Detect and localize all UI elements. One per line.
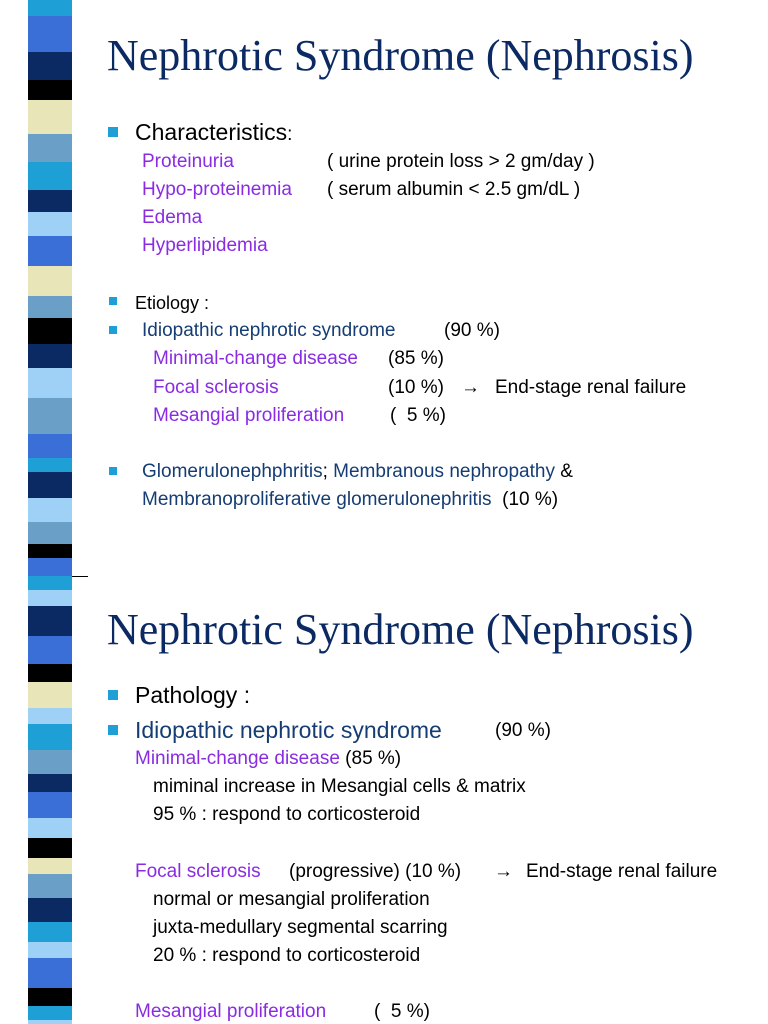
- pathology-heading: Pathology :: [135, 682, 251, 708]
- focal-detail-3: 20 % : respond to corticosteroid: [153, 945, 421, 966]
- minimal-change-line: [135, 748, 401, 770]
- characteristics-label: Characteristics: [135, 119, 288, 145]
- stripe-band: [28, 544, 72, 558]
- stripe-band: [28, 296, 72, 318]
- bullet-icon: [108, 690, 118, 700]
- minimal-change-label: Minimal-change disease: [135, 748, 340, 769]
- stripe-band: [28, 472, 72, 498]
- bullet-icon: [108, 725, 118, 735]
- slide-divider: [72, 576, 88, 577]
- stripe-band: [28, 0, 72, 16]
- stripe-band: [28, 190, 72, 212]
- decorative-stripe: [28, 576, 72, 1024]
- stripe-band: [28, 576, 72, 590]
- stripe-band: [28, 100, 72, 134]
- slide-2: [0, 576, 768, 1024]
- mesangial-pct: ( 5 %): [390, 405, 446, 426]
- stripe-band: [28, 1006, 72, 1020]
- stripe-band: [28, 818, 72, 838]
- slide-title: Nephrotic Syndrome (Nephrosis): [107, 31, 694, 80]
- bullet-icon: [109, 297, 117, 305]
- stripe-band: [28, 434, 72, 458]
- focal-sclerosis-pct: (10 %): [388, 377, 444, 398]
- stripe-band: [28, 162, 72, 190]
- hypo-proteinemia-note: ( serum albumin < 2.5 gm/dL ): [327, 179, 581, 200]
- minimal-change-pct: (85 %): [345, 748, 402, 769]
- characteristics-heading: [135, 119, 292, 148]
- stripe-band: [28, 318, 72, 344]
- bullet-icon: [108, 127, 118, 137]
- idiopathic-pct: (90 %): [495, 720, 551, 741]
- semicolon: ;: [322, 461, 328, 482]
- end-stage-label: End-stage renal failure: [495, 377, 687, 398]
- ampersand: &: [560, 461, 573, 482]
- stripe-band: [28, 858, 72, 874]
- proteinuria-note: ( urine protein loss > 2 gm/day ): [327, 151, 595, 172]
- stripe-band: [28, 774, 72, 792]
- minimal-change-label: Minimal-change disease: [153, 348, 358, 369]
- stripe-band: [28, 522, 72, 544]
- stripe-band: [28, 1020, 72, 1024]
- stripe-band: [28, 792, 72, 818]
- mcd-detail-2: 95 % : respond to corticosteroid: [153, 804, 421, 825]
- stripe-band: [28, 498, 72, 522]
- stripe-band: [28, 664, 72, 682]
- decorative-stripe: [28, 0, 72, 576]
- stripe-band: [28, 898, 72, 922]
- stripe-band: [28, 16, 72, 52]
- mesangial-label: Mesangial proliferation: [153, 405, 345, 426]
- idiopathic-pct: (90 %): [444, 320, 500, 341]
- mpgn-pct: (10 %): [502, 489, 559, 510]
- end-stage-label: End-stage renal failure: [526, 861, 718, 882]
- proteinuria-label: Proteinuria: [142, 151, 234, 172]
- slide-title: Nephrotic Syndrome (Nephrosis): [107, 605, 694, 654]
- mesangial-label: Mesangial proliferation: [135, 1001, 327, 1022]
- focal-sclerosis-note: (progressive) (10 %): [289, 861, 462, 882]
- mcd-detail-1: miminal increase in Mesangial cells & matrix: [153, 776, 526, 797]
- hypo-proteinemia-label: Hypo-proteinemia: [142, 179, 292, 200]
- stripe-band: [28, 708, 72, 724]
- stripe-band: [28, 212, 72, 236]
- focal-sclerosis-label: Focal sclerosis: [153, 377, 279, 398]
- stripe-band: [28, 942, 72, 958]
- minimal-change-pct: (85 %): [388, 348, 444, 369]
- stripe-band: [28, 134, 72, 162]
- arrow-icon: →: [494, 861, 513, 882]
- focal-detail-2: juxta-medullary segmental scarring: [153, 917, 448, 938]
- bullet-icon: [109, 326, 117, 334]
- stripe-band: [28, 344, 72, 368]
- stripe-band: [28, 724, 72, 750]
- stripe-band: [28, 458, 72, 472]
- hyperlipidemia-label: Hyperlipidemia: [142, 235, 268, 256]
- mpgn-line: [142, 489, 558, 511]
- idiopathic-label: Idiopathic nephrotic syndrome: [142, 320, 396, 341]
- stripe-band: [28, 682, 72, 708]
- colon: :: [287, 124, 293, 145]
- stripe-band: [28, 922, 72, 942]
- edema-label: Edema: [142, 207, 203, 228]
- stripe-band: [28, 52, 72, 80]
- stripe-band: [28, 398, 72, 434]
- bullet-icon: [109, 467, 117, 475]
- glomerulo-label: Glomerulonephphritis: [142, 461, 323, 482]
- glomerulo-line: [142, 461, 573, 483]
- focal-sclerosis-label: Focal sclerosis: [135, 861, 261, 882]
- focal-detail-1: normal or mesangial proliferation: [153, 889, 430, 910]
- mesangial-pct: ( 5 %): [374, 1001, 430, 1022]
- arrow-icon: →: [461, 377, 480, 398]
- stripe-band: [28, 838, 72, 858]
- membranous-label: Membranous nephropathy: [333, 461, 555, 482]
- stripe-band: [28, 266, 72, 296]
- etiology-heading: Etiology :: [135, 293, 210, 313]
- stripe-band: [28, 558, 72, 576]
- mpgn-label: Membranoproliferative glomerulonephritis: [142, 489, 492, 510]
- stripe-band: [28, 590, 72, 606]
- stripe-band: [28, 750, 72, 774]
- idiopathic-label: Idiopathic nephrotic syndrome: [135, 717, 442, 743]
- stripe-band: [28, 606, 72, 636]
- stripe-band: [28, 80, 72, 100]
- stripe-band: [28, 636, 72, 664]
- stripe-band: [28, 958, 72, 988]
- stripe-band: [28, 874, 72, 898]
- stripe-band: [28, 988, 72, 1006]
- stripe-band: [28, 368, 72, 398]
- stripe-band: [28, 236, 72, 266]
